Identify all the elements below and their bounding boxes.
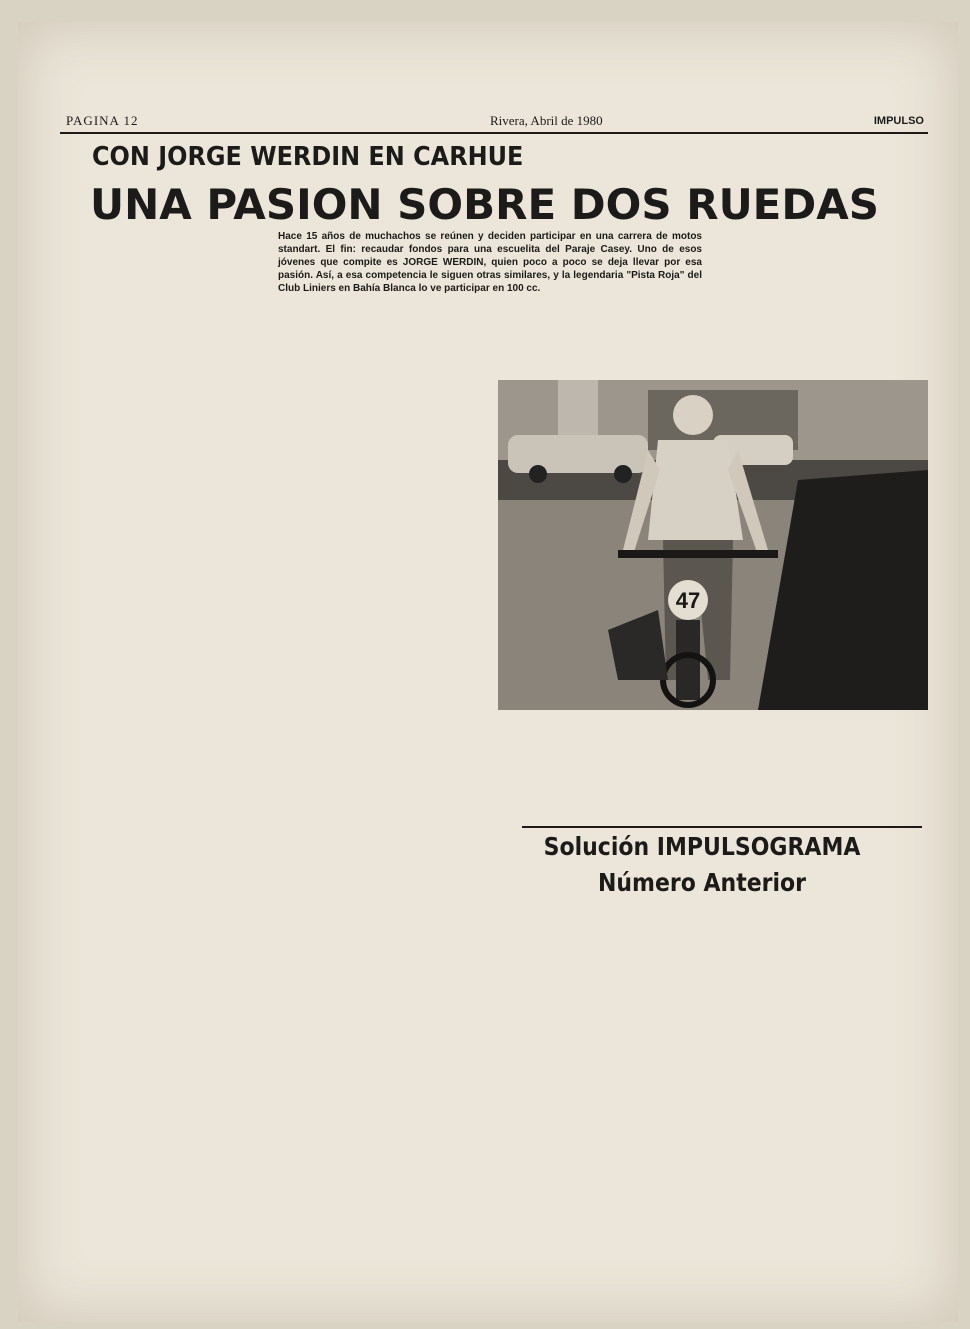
page-number: PAGINA 12 — [66, 113, 139, 128]
issue-date: Rivera, Abril de 1980 — [490, 113, 603, 128]
crossword-title: Solución IMPULSOGRAMA — [543, 832, 861, 861]
page-header — [60, 113, 928, 133]
article-headline: UNA PASION SOBRE DOS RUEDAS — [90, 180, 879, 229]
crossword-subtitle: Número Anterior — [597, 868, 807, 897]
rider-with-motorcycle-image — [498, 380, 928, 710]
header-rule — [60, 132, 928, 134]
masthead: IMPULSO — [873, 115, 924, 127]
article-deck: Hace 15 años de muchachos se reúnen y deciden participar en una carrera de motos standart. El fin: recaudar fondos para una escuelita del Paraje Casey. Uno de esos jóvenes que compite es JORGE WERDIN, quien poco a poco se deja llevar por esa pasión. Así, a esa competencia le siguen otras similares, y la legendaria "Pista Roja" del Club Liniers en Bahía Blanca lo ve participar en 100 cc. — [278, 231, 702, 294]
crossword-rule — [522, 826, 922, 828]
bib-number: 47 — [675, 588, 701, 613]
article-kicker: CON JORGE WERDIN EN CARHUE — [92, 142, 524, 172]
rider-photo — [498, 380, 928, 710]
